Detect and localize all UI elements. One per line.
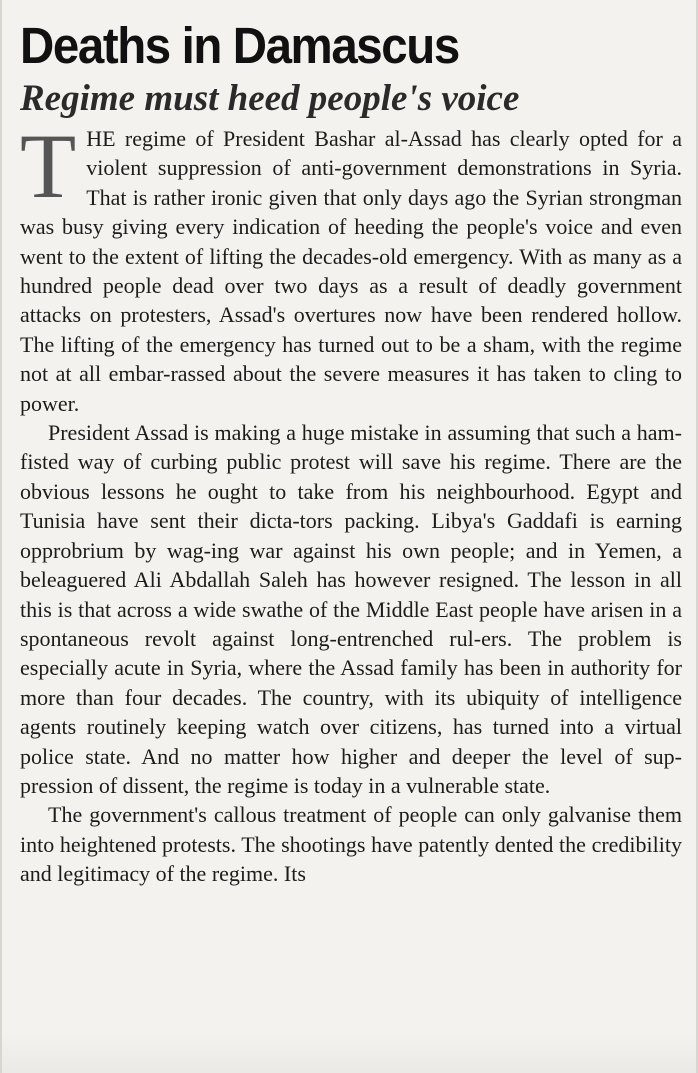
page-bottom-shading <box>2 1031 696 1073</box>
paragraph-3: The government's callous treatment of people can only galvanise them into heightened protests. The shootings have patently dented the credibility and legitimacy of the regime. Its <box>20 802 682 887</box>
headline: Deaths in Damascus <box>20 17 459 74</box>
article-body <box>20 115 682 889</box>
paragraph-2: President Assad is making a huge mistake in assuming that such a ham-fisted way of curbing public protest will save his regime. There are the obvious lessons he ought to take from his neighbourhood. Egypt and Tunisia have sent their dicta-tors packing. Libya's Gaddafi is earning opprobrium by wag-ing war against his own people; and in Yemen, a beleaguered Ali Abdallah Saleh has however resigned. The lesson in all this is that across a wide swathe of the Middle East people have arisen in a spontaneous revolt against long-entrenched rul-ers. The problem is especially acute in Syria, where the Assad family has been in authority for more than four decades. The country, with its ubiquity of intelligence agents routinely keeping watch over citizens, has turned into a virtual police state. And no matter how higher and deeper the level of sup-pression of dissent, the regime is today in a vulnerable state. <box>20 420 682 798</box>
subheadline: Regime must heed people's voice <box>20 78 520 119</box>
drop-cap: T <box>20 115 77 217</box>
paragraph-1-text: HE regime of President Bashar al-Assad has clearly opted for a violent suppression of anti-government demonstrations in Syria. That is rather ironic given that only days ago the Syrian strongman was busy giving every indication of heeding the people's voice and even went to the extent of lifting the decades-old emergency. With as many as a hundred people dead over two days as a result of deadly government attacks on protesters, Assad's overtures now have been rendered hollow. The lifting of the emergency has turned out to be a sham, with the regime not at all embar-rassed about the severe measures it has taken to cling to power. <box>20 126 682 416</box>
paragraph-1 <box>20 115 682 418</box>
